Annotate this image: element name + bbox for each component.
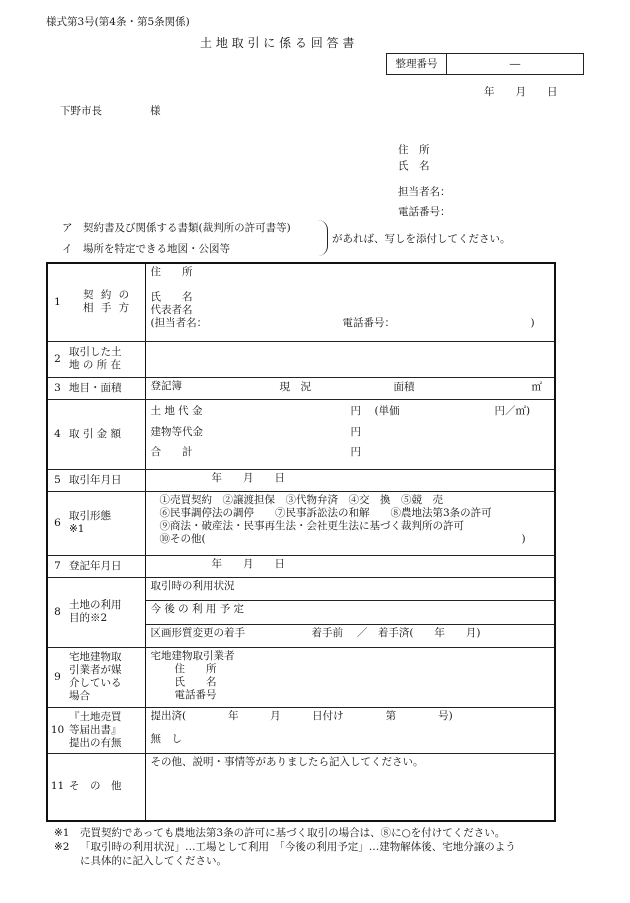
row-head: 取 引 金 額 xyxy=(67,399,145,469)
note-2-text-cont: に具体的に記入してください。 xyxy=(80,855,227,867)
notification-field[interactable]: 提出済( 年 月 日付け 第 号) 無 し xyxy=(145,707,555,753)
row-number: 3 xyxy=(47,377,67,399)
row-land-location xyxy=(47,341,555,377)
row-other xyxy=(47,753,555,821)
row-transaction-type xyxy=(47,491,555,555)
footnotes xyxy=(54,826,594,868)
form-number: 様式第3号(第4条・第5条関係) xyxy=(46,16,190,28)
page-title: 土 地 取 引 に 係 る 回 答 書 xyxy=(200,36,355,50)
attachment-item-a: ア 契約書及び関係する書類(裁判所の許可書等) xyxy=(62,222,291,234)
other-remarks-field[interactable]: その他、説明・事情等がありましたら記入してください。 xyxy=(145,753,555,821)
row-head: そ の 他 xyxy=(67,753,145,821)
row-head: 取引した土 地 の 所 在 xyxy=(67,341,145,377)
note-1-mark: ※1 xyxy=(54,827,70,839)
reference-number-label: 整理番号 xyxy=(387,54,447,74)
note-2-mark: ※2 xyxy=(54,841,70,853)
row-broker xyxy=(47,647,555,707)
transaction-type-field[interactable]: ①売買契約 ②譲渡担保 ③代物弁済 ④交 換 ⑤競 売 ⑥民事調停法の調停 ⑦民事訴訟法の和解 ⑧農地法第3条の許可 ⑨商法・破産法・民事再生法・会社更生法に基づく裁判所の許可 ⑩その他( ) xyxy=(145,491,555,555)
addressee-honorific: 様 xyxy=(150,105,161,117)
transaction-date-field[interactable]: 年 月 日 xyxy=(145,469,555,491)
brace-icon xyxy=(318,220,328,256)
respondent-address-label: 住 所 xyxy=(398,144,430,156)
row-transaction-date xyxy=(47,469,555,491)
row-head: 登記年月日 xyxy=(67,555,145,577)
row-number: 8 xyxy=(47,577,67,647)
land-category-field[interactable]: 登記簿 現 況 面積 ㎡ xyxy=(145,377,555,399)
row-number: 10 xyxy=(47,707,67,753)
row-contract-party xyxy=(47,263,555,341)
registration-date-field[interactable]: 年 月 日 xyxy=(145,555,555,577)
row-land-use xyxy=(47,577,555,647)
row-registration-date xyxy=(47,555,555,577)
reference-number-value[interactable]: ― xyxy=(509,57,521,70)
row-number: 9 xyxy=(47,647,67,707)
note-1-text: 売買契約であっても農地法第3条の許可に基づく取引の場合は、⑧に○を付けてください。 xyxy=(80,827,506,839)
row-head: 土地の利用 目的※2 xyxy=(67,577,145,647)
row-head: 取引年月日 xyxy=(67,469,145,491)
land-location-field[interactable] xyxy=(145,341,555,377)
row-transaction-amount xyxy=(47,399,555,469)
row-head: 『土地売買 等届出書』 提出の有無 xyxy=(67,707,145,753)
attachment-item-i: イ 場所を特定できる地図・公図等 xyxy=(62,243,230,255)
row-number: 2 xyxy=(47,341,67,377)
row-notification-submitted xyxy=(47,707,555,753)
row-number: 6 xyxy=(47,491,67,555)
respondent-name-label: 氏 名 xyxy=(398,160,430,172)
note-2-text: 「取引時の利用状況」…工場として利用 「今後の利用予定」…建物解体後、宅地分譲のよう xyxy=(80,841,516,853)
row-head: 契 約 の 相 手 方 xyxy=(67,263,145,341)
row-land-category-area xyxy=(47,377,555,399)
addressee: 下野市長 xyxy=(60,105,102,117)
reference-number-box xyxy=(386,53,584,75)
contract-party-field[interactable]: 住 所 氏 名 代表者名 (担当者名： 電話番号： ) xyxy=(145,263,555,341)
response-date[interactable]: 年 月 日 xyxy=(484,86,558,98)
transaction-form-table xyxy=(46,262,556,822)
transaction-amount-field[interactable]: 土 地 代 金 円 (単価 円／㎡) 建物等代金 円 合 計 円 xyxy=(145,399,555,469)
row-number: 4 xyxy=(47,399,67,469)
row-number: 11 xyxy=(47,753,67,821)
respondent-contact-label: 担当者名： xyxy=(398,186,451,198)
row-head: 地目・面積 xyxy=(67,377,145,399)
land-use-field[interactable]: 取引時の利用状況 今 後 の 利 用 予 定 区画形質変更の着手 着手前 ／ 着手済( 年 月) xyxy=(145,577,555,647)
row-number: 5 xyxy=(47,469,67,491)
row-number: 7 xyxy=(47,555,67,577)
row-head: 取引形態 ※1 xyxy=(67,491,145,555)
respondent-phone-label: 電話番号： xyxy=(398,206,451,218)
row-number: 1 xyxy=(47,263,67,341)
broker-field[interactable]: 宅地建物取引業者 住 所 氏 名 電話番号 xyxy=(145,647,555,707)
row-head: 宅地建物取 引業者が媒 介している 場合 xyxy=(67,647,145,707)
attachment-instruction: があれば、写しを添付してください。 xyxy=(332,233,511,245)
